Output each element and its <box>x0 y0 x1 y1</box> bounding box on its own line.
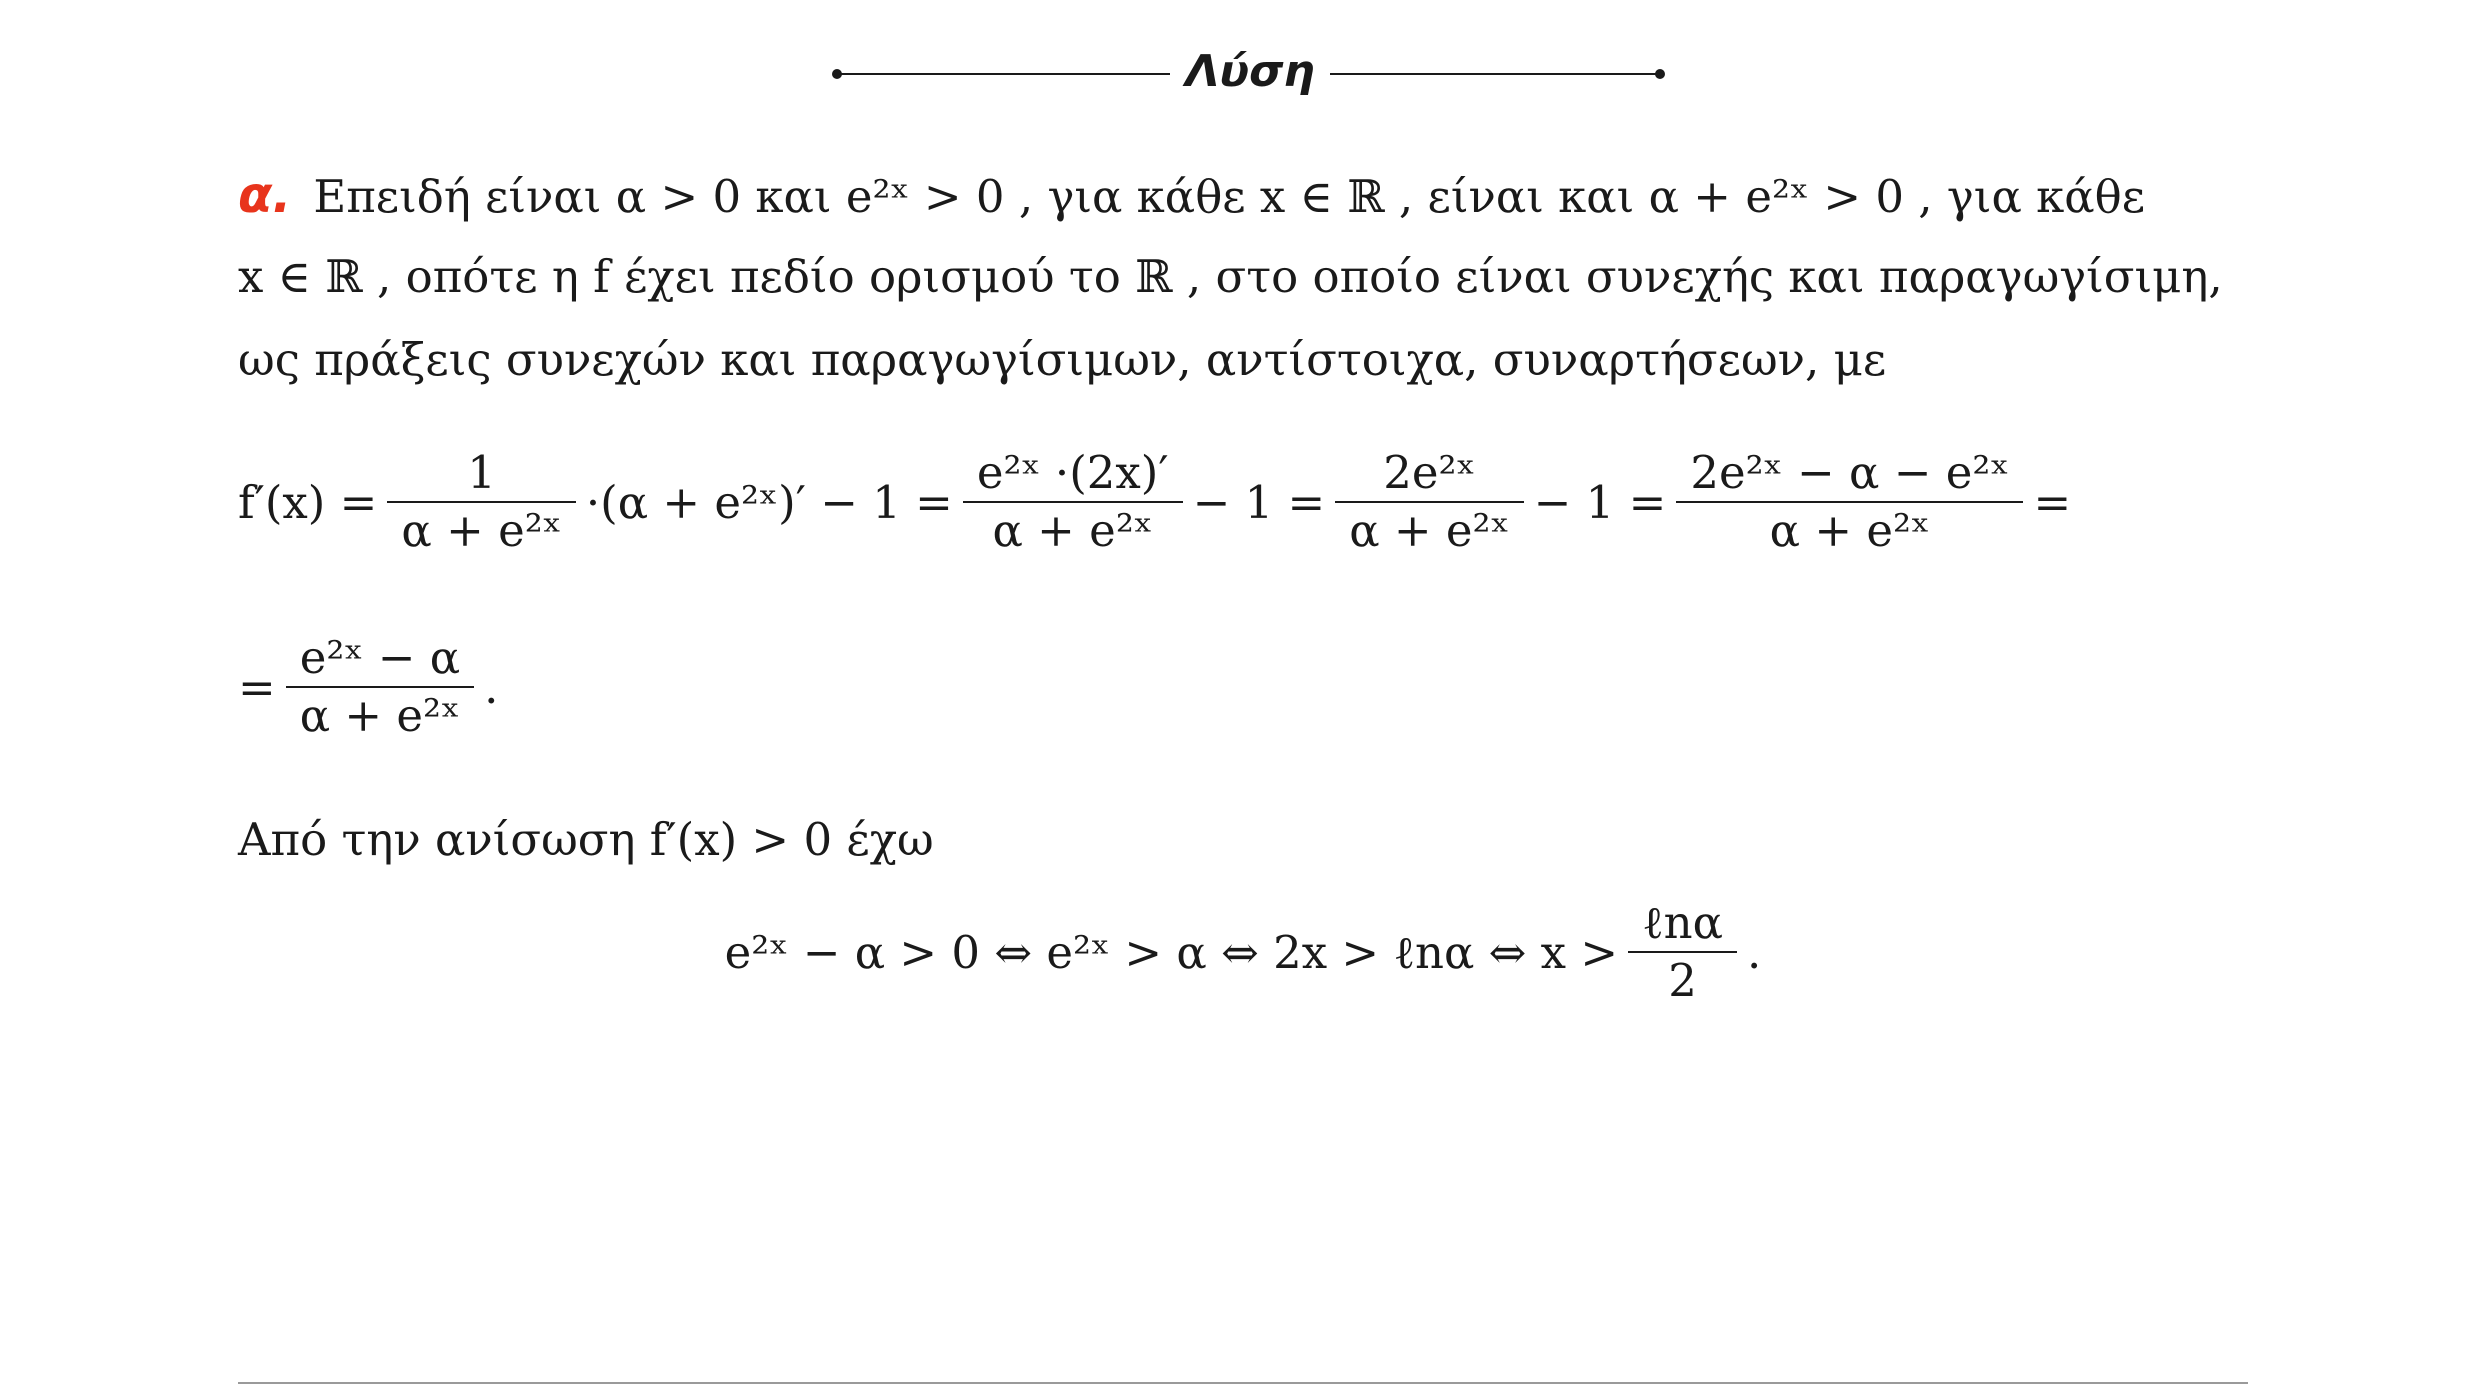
paragraph-text-3: ως πράξεις συνεχών και παραγωγίσιμων, αντίστοιχα, συναρτήσεων, με <box>238 333 1887 386</box>
inequality-denominator: 2 <box>1668 954 1697 1007</box>
paragraph-line-2 <box>238 247 2223 307</box>
section-header <box>0 40 2480 100</box>
derivative-mid-1: ·(α + e²ˣ)′ − 1 = <box>585 475 953 529</box>
fraction-3 <box>1335 445 1523 559</box>
inequality-chain-text: e²ˣ − α > 0 ⇔ e²ˣ > α ⇔ 2x > ℓnα ⇔ x > <box>724 925 1619 979</box>
result-denominator: α + e²ˣ <box>299 689 461 742</box>
derivative-equation <box>238 445 2071 559</box>
part-label: α. <box>238 166 292 224</box>
fraction-4-numerator: 2e²ˣ − α − e²ˣ <box>1690 446 2010 499</box>
header-title: Λύση <box>1185 46 1315 97</box>
paragraph-text-2: x ∈ ℝ , οπότε η f έχει πεδίο ορισμού το ℝ , στο οποίο είναι συνεχής και παραγωγίσιμη, <box>238 250 2223 303</box>
fraction-4 <box>1676 445 2023 559</box>
derivative-mid-2: − 1 = <box>1192 475 1326 529</box>
fraction-1 <box>387 445 575 559</box>
derivative-mid-3: − 1 = <box>1533 475 1667 529</box>
derivative-result <box>238 630 498 744</box>
fraction-2 <box>963 445 1183 559</box>
fraction-1-numerator: 1 <box>467 446 496 499</box>
header-left-rule <box>838 73 1170 75</box>
header-right-rule <box>1330 73 1660 75</box>
result-end: . <box>484 660 499 714</box>
paragraph-line-3 <box>238 330 1886 390</box>
paragraph-text-1: Επειδή είναι α > 0 και e²ˣ > 0 , για κάθε x ∈ ℝ , είναι και α + e²ˣ > 0 , για κάθε <box>313 170 2146 223</box>
derivative-lhs: f′(x) = <box>238 475 378 529</box>
fraction-3-denominator: α + e²ˣ <box>1349 504 1510 557</box>
fraction-4-denominator: α + e²ˣ <box>1769 504 1931 557</box>
inequality-chain <box>238 895 2248 1009</box>
paragraph-line-1 <box>238 165 2145 227</box>
fraction-2-denominator: α + e²ˣ <box>992 504 1153 557</box>
result-lhs: = <box>238 660 276 714</box>
inequality-fraction <box>1628 895 1737 1009</box>
inequality-end: . <box>1747 925 1762 979</box>
fraction-2-numerator: e²ˣ ·(2x)′ <box>976 446 1169 499</box>
footer-rule <box>238 1382 2248 1384</box>
inequality-intro-line <box>238 810 934 870</box>
result-numerator: e²ˣ − α <box>299 631 461 684</box>
result-fraction <box>286 630 474 744</box>
fraction-3-numerator: 2e²ˣ <box>1383 446 1476 499</box>
header-right-dot <box>1655 69 1665 79</box>
fraction-1-denominator: α + e²ˣ <box>401 504 562 557</box>
inequality-numerator: ℓnα <box>1642 896 1724 949</box>
derivative-end: = <box>2033 475 2072 529</box>
inequality-intro: Από την ανίσωση f′(x) > 0 έχω <box>238 813 934 866</box>
